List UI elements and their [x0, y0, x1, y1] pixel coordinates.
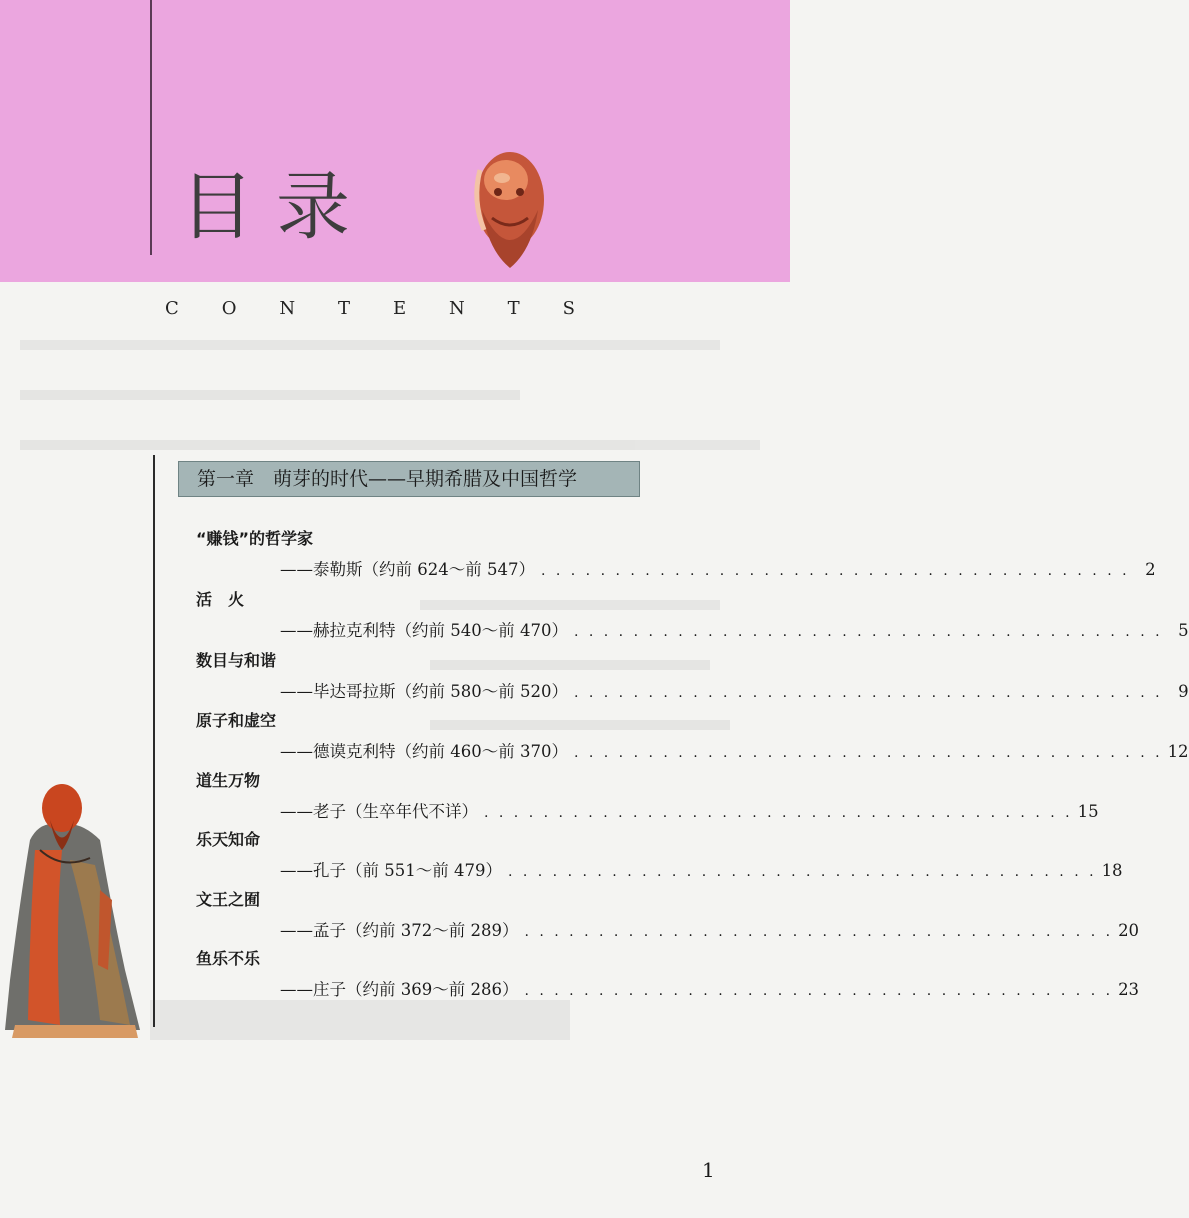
toc-entry[interactable]: [196, 528, 1156, 579]
contents-letter: O: [221, 298, 237, 319]
contents-letter: S: [562, 298, 575, 319]
chapter-heading: 第一章 萌芽的时代——早期希腊及中国哲学: [178, 461, 640, 497]
contents-letter: T: [338, 298, 351, 319]
page-title: 目录: [180, 164, 372, 250]
contents-letter: N: [279, 298, 296, 319]
dot-leader: . . . . . . . . . . . . . . . . . . . . . . . . . . . . . . . . . . . . . . . .: [484, 805, 1073, 821]
entry-title: “赚钱”的哲学家: [196, 529, 314, 548]
philosopher-bust-image: [462, 140, 558, 276]
entry-author: ——泰勒斯（约前 624～前 547）: [280, 560, 535, 579]
entry-page: 2: [1145, 560, 1156, 579]
entry-author: ——孔子（前 551～前 479）: [280, 861, 502, 880]
contents-label: [165, 298, 575, 319]
contents-letter: N: [448, 298, 465, 319]
entry-author: ——德谟克利特（约前 460～前 370）: [280, 742, 568, 761]
entry-title: 原子和虚空: [196, 711, 277, 730]
dot-leader: . . . . . . . . . . . . . . . . . . . . . . . . . . . . . . . . . . . . . . . .: [507, 864, 1097, 880]
entry-title: 文王之囿: [196, 890, 261, 909]
entry-title: 鱼乐不乐: [196, 949, 261, 968]
header-band: [0, 0, 790, 282]
toc-entry[interactable]: [196, 589, 1189, 640]
entry-page: 20: [1118, 921, 1140, 940]
entry-author: ——老子（生卒年代不详）: [280, 802, 478, 821]
toc-entry[interactable]: [196, 829, 1123, 880]
entry-page: 12: [1167, 742, 1189, 761]
entry-page: 18: [1101, 861, 1123, 880]
header-divider: [150, 0, 152, 255]
entry-title: 数目与和谐: [196, 651, 277, 670]
entry-author: ——孟子（约前 372～前 289）: [280, 921, 519, 940]
entry-page: 15: [1077, 802, 1099, 821]
dot-leader: . . . . . . . . . . . . . . . . . . . . . . . . . . . . . . . . . . . . . . . .: [573, 685, 1163, 701]
dot-leader: . . . . . . . . . . . . . . . . . . . . . . . . . . . . . . . . . . . . . . . .: [524, 983, 1114, 999]
contents-letter: T: [507, 298, 520, 319]
entry-page: 9: [1178, 682, 1189, 701]
contents-letter: E: [392, 298, 407, 319]
dot-leader: . . . . . . . . . . . . . . . . . . . . . . . . . . . . . . . . . . . . . . . .: [540, 563, 1130, 579]
toc-entry[interactable]: [196, 710, 1189, 761]
contents-letter: C: [165, 298, 179, 319]
entry-author: ——庄子（约前 369～前 286）: [280, 980, 519, 999]
entry-page: 23: [1118, 980, 1140, 999]
dot-leader: . . . . . . . . . . . . . . . . . . . . . . . . . . . . . . . . . . . . . . . .: [524, 924, 1114, 940]
toc-entry[interactable]: [196, 948, 1140, 999]
toc-divider: [153, 455, 155, 1027]
entry-title: 活 火: [196, 590, 245, 609]
page-number: 1: [702, 1158, 715, 1182]
toc-entry[interactable]: [196, 889, 1140, 940]
entry-author: ——赫拉克利特（约前 540～前 470）: [280, 621, 568, 640]
entry-title: 乐天知命: [196, 830, 261, 849]
entry-title: 道生万物: [196, 771, 261, 790]
entry-page: 5: [1178, 621, 1189, 640]
dot-leader: . . . . . . . . . . . . . . . . . . . . . . . . . . . . . . . . . . . . . . . .: [573, 745, 1163, 761]
dot-leader: . . . . . . . . . . . . . . . . . . . . . . . . . . . . . . . . . . . . . . . .: [573, 624, 1163, 640]
confucius-figure-image: [0, 780, 145, 1042]
entry-author: ——毕达哥拉斯（约前 580～前 520）: [280, 682, 568, 701]
toc-entry[interactable]: [196, 770, 1099, 821]
toc-entry[interactable]: [196, 650, 1189, 701]
